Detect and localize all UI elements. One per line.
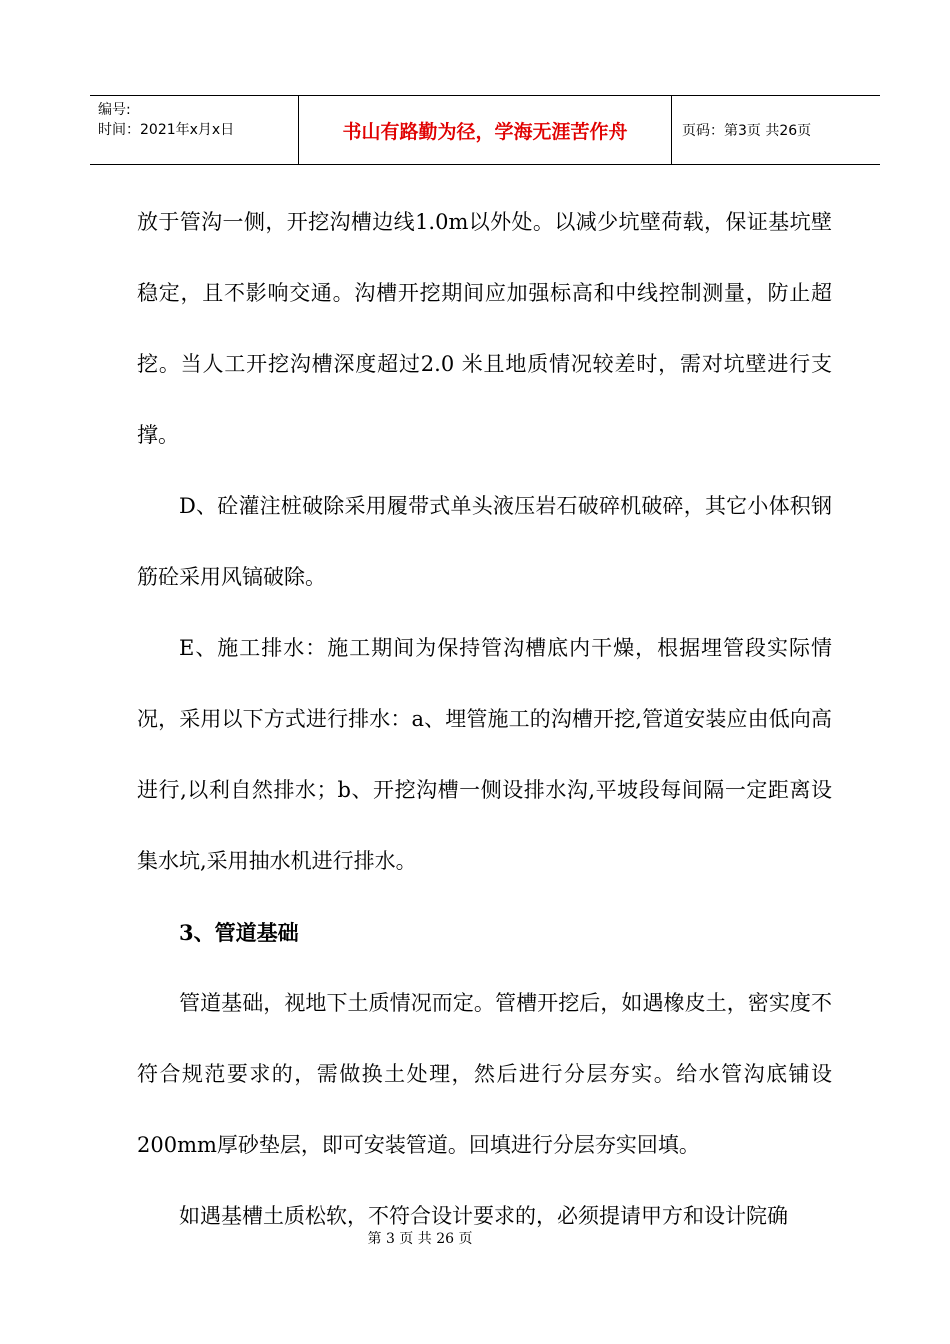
page-header bbox=[90, 95, 880, 165]
document-body bbox=[137, 187, 832, 1252]
paragraph-pile-removal: D、砼灌注桩破除采用履带式单头液压岩石破碎机破碎，其它小体积钢筋砼采用风镐破除。 bbox=[137, 494, 832, 589]
section-heading-pipe-foundation: 3、管道基础 bbox=[179, 920, 299, 945]
document-time: 时间：2021年x月x日 bbox=[98, 122, 235, 138]
paragraph-excavation: 放于管沟一侧，开挖沟槽边线1.0m以外处。以减少坑壁荷载，保证基坑壁稳定，且不影响交通。沟槽开挖期间应加强标高和中线控制测量，防止超挖。当人工开挖沟槽深度超过2.0 米且地质情况较差时，需对坑壁进行支撑。 bbox=[137, 210, 832, 447]
page-footer: 第 3 页 共 26 页 bbox=[367, 1231, 473, 1247]
header-motto: 书山有路勤为径，学海无涯苦作舟 bbox=[299, 96, 672, 164]
header-meta bbox=[90, 96, 299, 164]
document-number-label: 编号: bbox=[98, 102, 131, 118]
paragraph-drainage: E、施工排水：施工期间为保持管沟槽底内干燥，根据埋管段实际情况，采用以下方式进行排水：a、埋管施工的沟槽开挖,管道安装应由低向高进行,以利自然排水；b、开挖沟槽一侧设排水沟,平坡段每间隔一定距离设集水坑,采用抽水机进行排水。 bbox=[137, 636, 832, 873]
paragraph-pipe-foundation: 管道基础，视地下土质情况而定。管槽开挖后，如遇橡皮土，密实度不符合规范要求的，需做换土处理，然后进行分层夯实。给水管沟底铺设200mm厚砂垫层，即可安装管道。回填进行分层夯实回填。 bbox=[137, 991, 832, 1157]
header-page-info: 页码：第3页 共26页 bbox=[682, 123, 812, 139]
paragraph-soft-soil: 如遇基槽土质松软，不符合设计要求的，必须提请甲方和设计院确 bbox=[179, 1204, 788, 1228]
